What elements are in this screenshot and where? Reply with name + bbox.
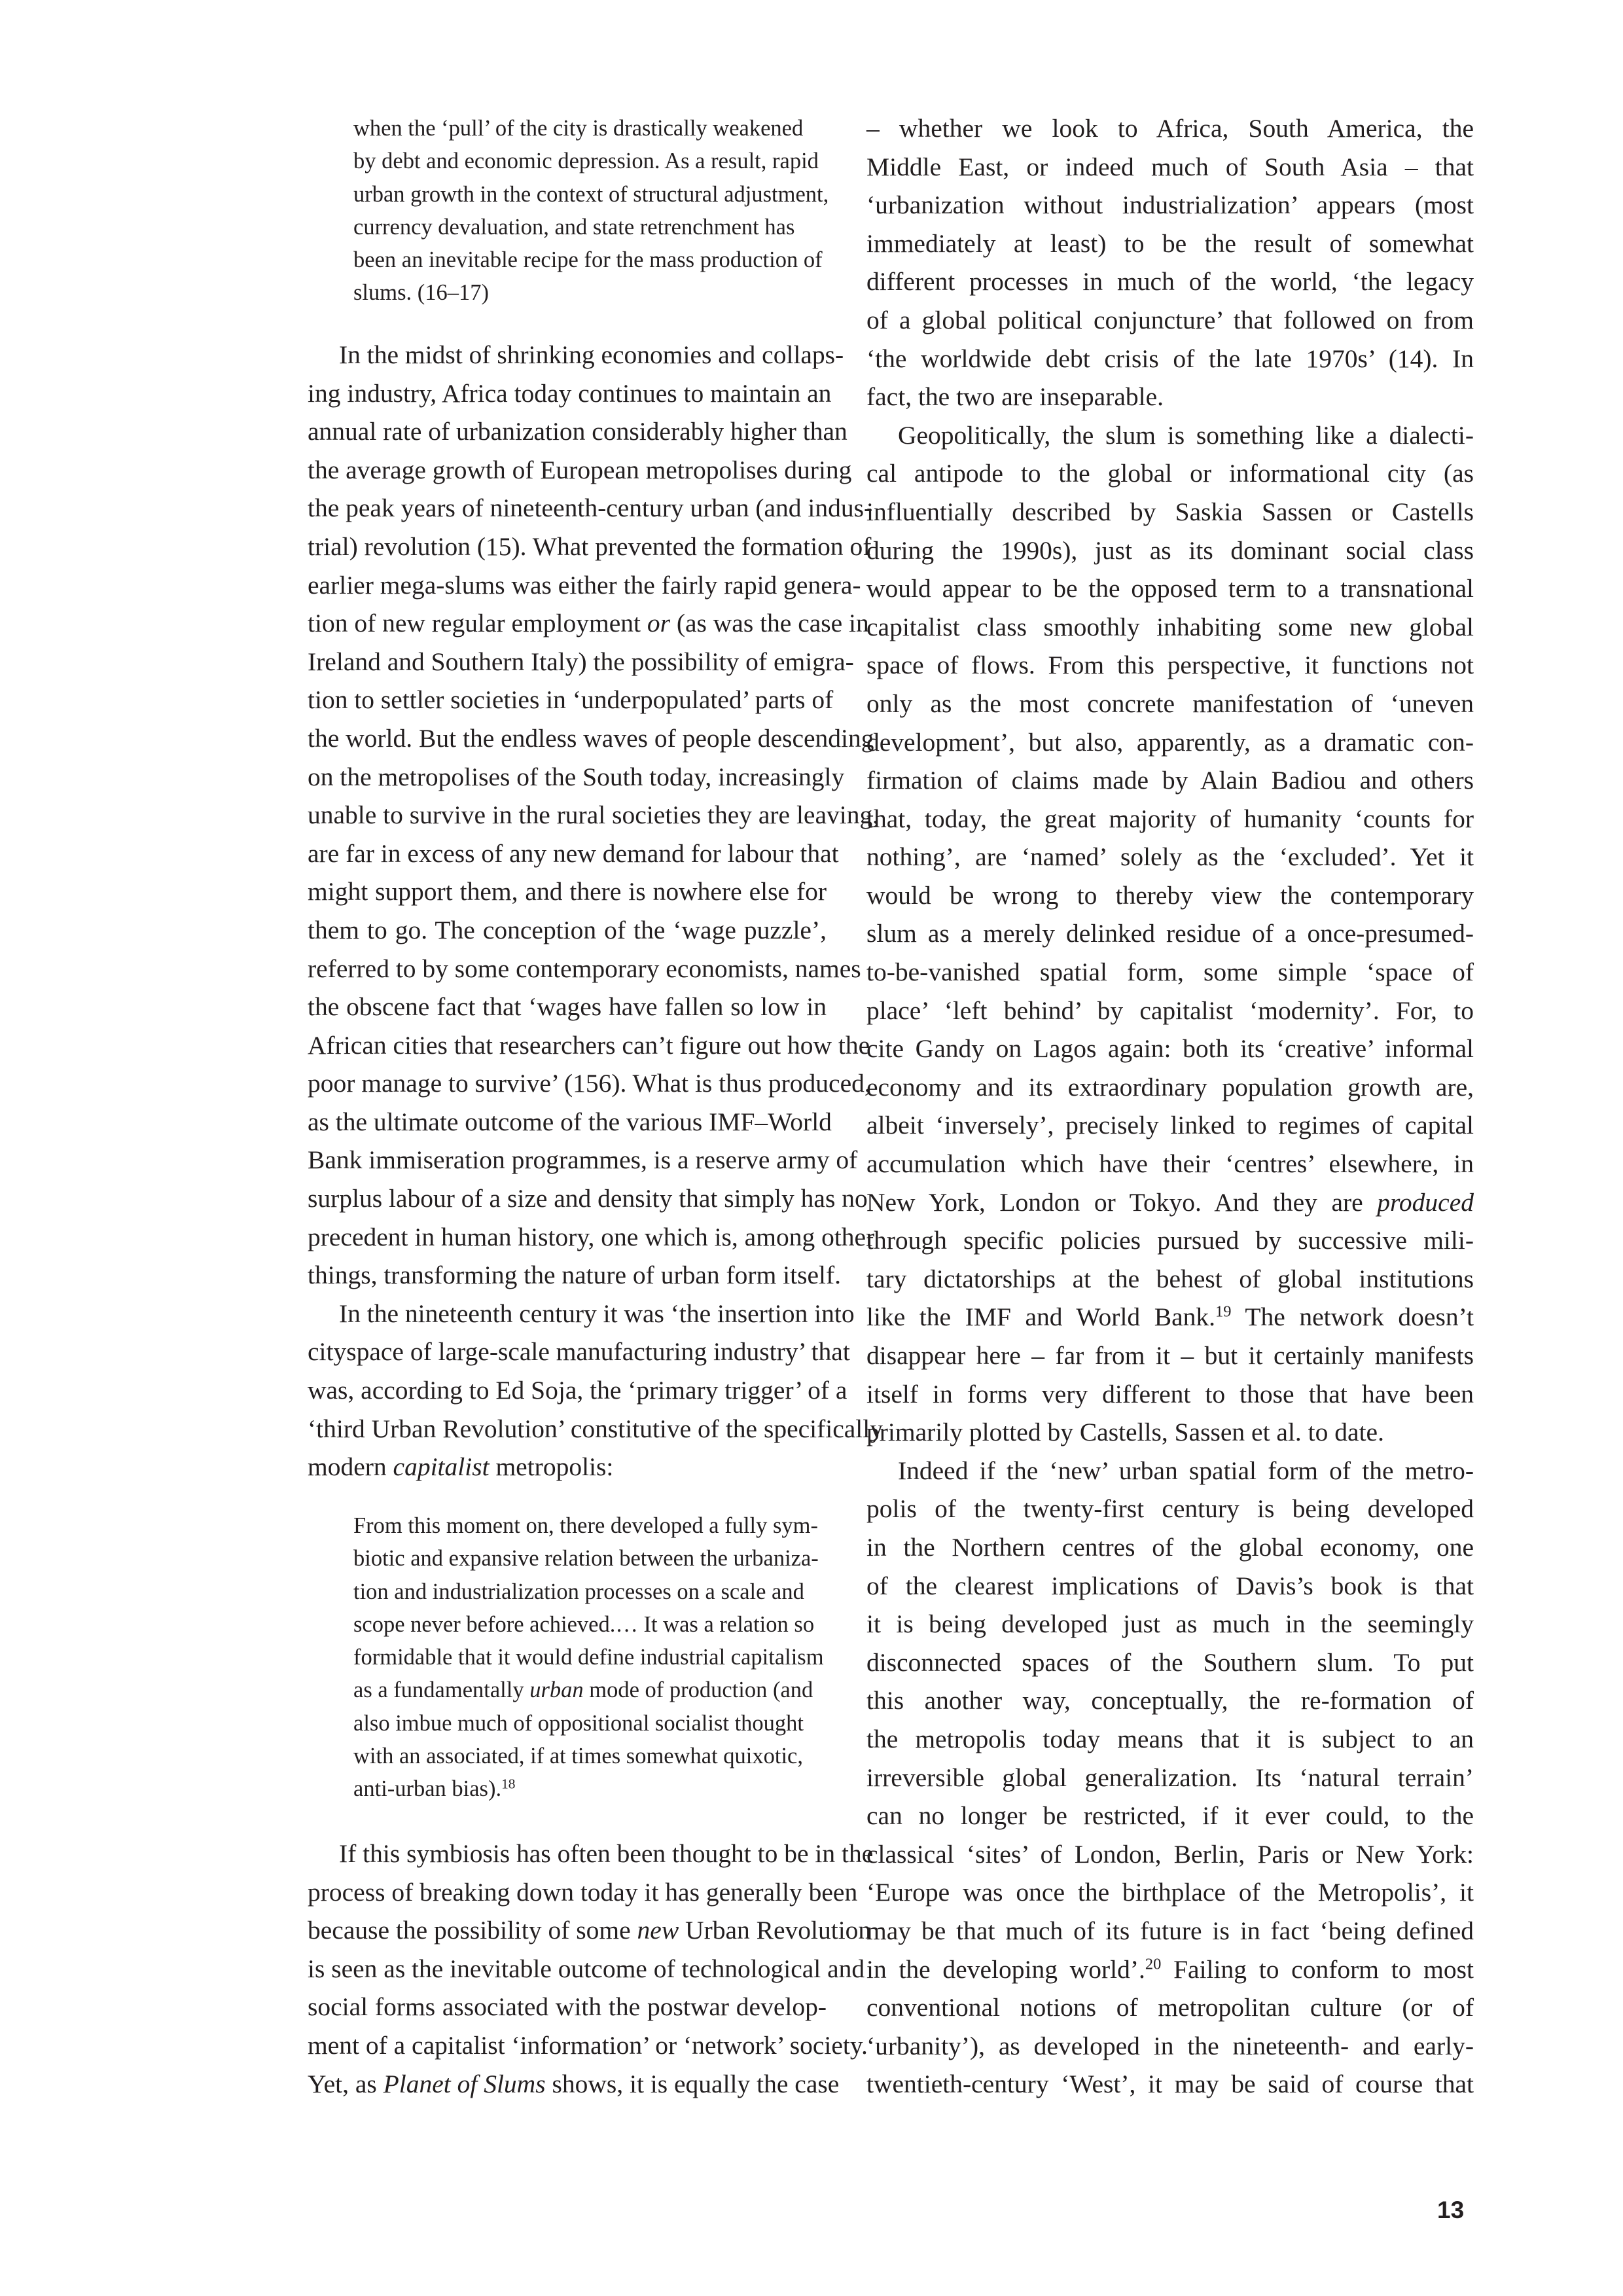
text-line: would be wrong to thereby view the contemporary <box>866 880 1474 910</box>
text-line: only as the most concrete manifestation of ‘uneven <box>866 689 1474 718</box>
text-line: itself in forms very different to those that have been <box>866 1379 1474 1408</box>
text-line: From this moment on, there developed a fully sym- <box>353 1513 818 1538</box>
text-line: because the possibility of some new Urban Revolution <box>308 1916 872 1945</box>
text-line: process of breaking down today it has generally been <box>308 1877 858 1907</box>
text-line: economy and its extraordinary population growth are, <box>866 1072 1474 1102</box>
text-line: cal antipode to the global or informational city (as <box>866 459 1474 488</box>
text-line: that, today, the great majority of humanity ‘counts for <box>866 804 1474 833</box>
text-line: tion to settler societies in ‘underpopulated’ parts of <box>308 685 834 715</box>
text-line: firmation of claims made by Alain Badiou and others <box>866 766 1474 795</box>
text-line: Bank immiseration programmes, is a reserve army of <box>308 1145 858 1175</box>
footnote-ref-20[interactable]: 20 <box>1145 1955 1162 1973</box>
text-line: tion of new regular employment or (as was the case in <box>308 609 869 638</box>
text-line: If this symbiosis has often been thought to be in the <box>339 1839 874 1868</box>
text-line: polis of the twenty-first century is being developed <box>866 1494 1474 1524</box>
text-line: anti-urban bias).$^{18}$ <box>353 1776 516 1802</box>
text-line: tion and industrialization processes on a scale and <box>353 1579 804 1604</box>
text-line: currency devaluation, and state retrenchment has <box>353 214 795 240</box>
text-line: disappear here – far from it – but it certainly manifests <box>866 1341 1474 1370</box>
text-line: slum as a merely delinked residue of a once-presumed- <box>866 919 1474 948</box>
text-line: the world. But the endless waves of people descending <box>308 723 874 753</box>
text-line: ‘urbanity’), as developed in the nineteenth- and early- <box>866 2031 1474 2060</box>
text-line: slums. (16–17) <box>353 280 489 306</box>
text-line: been an inevitable recipe for the mass production of <box>353 247 823 273</box>
text-line: surplus labour of a size and density that simply has no <box>308 1184 868 1213</box>
emphasis-produced: produced <box>1377 1187 1474 1217</box>
text-line: as the ultimate outcome of the various IMF–World <box>308 1107 832 1136</box>
text-line: as a fundamentally urban mode of production (and <box>353 1677 813 1703</box>
text-line: ‘urbanization without industrialization’ appears (most <box>866 190 1474 220</box>
text-line: – whether we look to Africa, South America, the <box>866 114 1474 143</box>
text-line: immediately at least) to be the result of somewhat <box>866 228 1474 258</box>
text-line: are far in excess of any new demand for labour that <box>308 838 839 868</box>
text-line: in the developing world’.$^{20}$ Failing to conform to most <box>866 1954 1474 1984</box>
text-line: with an associated, if at times somewhat quixotic, <box>353 1744 803 1769</box>
text-line: classical ‘sites’ of London, Berlin, Paris or New York: <box>866 1839 1474 1869</box>
text-line: during the 1990s), just as its dominant social class <box>866 535 1474 565</box>
text-line: scope never before achieved.… It was a relation so <box>353 1611 815 1637</box>
block-quote-davis <box>353 112 829 310</box>
text-line: earlier mega-slums was either the fairly rapid genera- <box>308 570 861 600</box>
text-line: precedent in human history, one which is, among other <box>308 1222 875 1251</box>
text-line: to-be-vanished spatial form, some simple ‘space of <box>866 958 1474 987</box>
emphasis-or: or <box>647 609 670 638</box>
text-line: ing industry, Africa today continues to maintain an <box>308 378 832 408</box>
block-quote-soja <box>353 1509 824 1806</box>
text-line: ment of a capitalist ‘information’ or ‘network’ society. <box>308 2030 868 2060</box>
text-line: nothing’, are ‘named’ solely as the ‘excluded’. Yet it <box>866 842 1474 872</box>
text-line: formidable that it would define industrial capitalism <box>353 1645 824 1670</box>
text-line: the metropolis today means that it is subject to an <box>866 1724 1474 1753</box>
text-line: space of flows. From this perspective, it functions not <box>866 651 1474 680</box>
text-line: disconnected spaces of the Southern slum. To put <box>866 1647 1474 1677</box>
text-line: the peak years of nineteenth-century urban (and indus- <box>308 493 873 523</box>
text-line: like the IMF and World Bank.$^{19}$ The network doesn’t <box>866 1302 1474 1332</box>
text-line: different processes in much of the world, ‘the legacy <box>866 267 1474 296</box>
text-line: of the clearest implications of Davis’s book is that <box>866 1571 1474 1600</box>
text-line: social forms associated with the postwar develop- <box>308 1992 827 2022</box>
paragraph-symbiosis <box>308 1835 874 2103</box>
book-title-planet-of-slums: Planet of Slums <box>383 2069 546 2098</box>
text-line: the average growth of European metropolises during <box>308 455 852 484</box>
footnote-ref-19[interactable]: 19 <box>1215 1302 1232 1321</box>
emphasis-capitalist: capitalist <box>393 1452 490 1482</box>
text-line: albeit ‘inversely’, precisely linked to regimes of capital <box>866 1111 1474 1140</box>
text-line: cityspace of large-scale manufacturing industry’ that <box>308 1337 850 1367</box>
paragraph-africa-urbanization <box>308 336 883 1486</box>
text-line: ‘third Urban Revolution’ constitutive of the specifically <box>308 1414 883 1443</box>
text-line: In the midst of shrinking economies and collaps- <box>339 340 844 369</box>
footnote-ref-18[interactable]: 18 <box>501 1776 516 1792</box>
text-line: might support them, and there is nowhere else for <box>308 877 827 906</box>
text-line: conventional notions of metropolitan culture (or of <box>866 1993 1474 2022</box>
text-line: referred to by some contemporary economists, names <box>308 954 861 983</box>
text-line: development’, but also, apparently, as a dramatic con- <box>866 727 1474 757</box>
text-line: trial) revolution (15). What prevented the formation of <box>308 531 872 561</box>
text-line: on the metropolises of the South today, increasingly <box>308 762 845 791</box>
text-line: in the Northern centres of the global economy, one <box>866 1532 1474 1562</box>
text-line: Geopolitically, the slum is something like a dialecti- <box>898 420 1474 450</box>
text-line: modern capitalist metropolis: <box>308 1452 614 1482</box>
text-line: this another way, conceptually, the re-formation of <box>866 1686 1474 1715</box>
text-line: twentieth-century ‘West’, it may be said of course that <box>866 2070 1474 2099</box>
text-line: tary dictatorships at the behest of global institutions <box>866 1264 1474 1293</box>
text-line: urban growth in the context of structural adjustment, <box>353 181 829 207</box>
text-line: biotic and expansive relation between the urbaniza- <box>353 1546 819 1571</box>
text-line: place’ ‘left behind’ by capitalist ‘modernity’. For, to <box>866 996 1474 1025</box>
text-line: through specific policies pursued by successive mili- <box>866 1226 1474 1255</box>
text-line: would appear to be the opposed term to a transnational <box>866 574 1474 603</box>
text-line: Middle East, or indeed much of South Asia – that <box>866 152 1474 181</box>
text-line: may be that much of its future is in fact ‘being defined <box>866 1916 1474 1945</box>
text-line: of a global political conjuncture’ that followed on from <box>866 305 1474 334</box>
text-line: cite Gandy on Lagos again: both its ‘creative’ informal <box>866 1034 1474 1064</box>
text-line: Indeed if the ‘new’ urban spatial form of the metro- <box>898 1456 1474 1485</box>
text-line: annual rate of urbanization considerably higher than <box>308 417 847 446</box>
text-line: it is being developed just as much in the seemingly <box>866 1609 1474 1639</box>
emphasis-urban: urban <box>529 1677 584 1703</box>
text-line: In the nineteenth century it was ‘the insertion into <box>339 1299 855 1328</box>
text-line: poor manage to survive’ (156). What is thus produced, <box>308 1069 871 1098</box>
text-line: capitalist class smoothly inhabiting some new global <box>866 612 1474 641</box>
text-line: ‘the worldwide debt crisis of the late 1970s’ (14). In <box>866 344 1474 373</box>
text-line: them to go. The conception of the ‘wage puzzle’, <box>308 915 827 944</box>
text-line: also imbue much of oppositional socialist thought <box>353 1710 804 1736</box>
text-line: when the ‘pull’ of the city is drastically weakened <box>353 116 804 141</box>
text-line: is seen as the inevitable outcome of technological and <box>308 1954 865 1983</box>
text-line: unable to survive in the rural societies they are leaving, <box>308 800 880 830</box>
text-line: ‘Europe was once the birthplace of the Metropolis’, it <box>866 1878 1474 1907</box>
text-line: African cities that researchers can’t figure out how the <box>308 1030 870 1060</box>
emphasis-new: new <box>637 1916 679 1945</box>
text-line: accumulation which have their ‘centres’ elsewhere, in <box>866 1149 1474 1179</box>
right-column <box>866 109 1474 2104</box>
text-line: fact, the two are inseparable. <box>866 382 1164 412</box>
text-line: primarily plotted by Castells, Sassen et al. to date. <box>866 1418 1384 1447</box>
text-line: New York, London or Tokyo. And they are produced <box>866 1187 1474 1217</box>
text-line: can no longer be restricted, if it ever could, to the <box>866 1801 1474 1831</box>
text-line: by debt and economic depression. As a result, rapid <box>353 149 819 174</box>
text-line: influentially described by Saskia Sassen or Castells <box>866 497 1474 526</box>
text-line: the obscene fact that ‘wages have fallen so low in <box>308 992 827 1022</box>
text-line: was, according to Ed Soja, the ‘primary trigger’ of a <box>308 1376 847 1405</box>
text-line: Ireland and Southern Italy) the possibility of emigra- <box>308 647 854 676</box>
text-line: things, transforming the nature of urban form itself. <box>308 1261 842 1290</box>
page-number: 13 <box>1437 2197 1465 2223</box>
text-line: irreversible global generalization. Its ‘natural terrain’ <box>866 1763 1474 1792</box>
text-line: Yet, as Planet of Slums shows, it is equally the case <box>308 2069 840 2098</box>
